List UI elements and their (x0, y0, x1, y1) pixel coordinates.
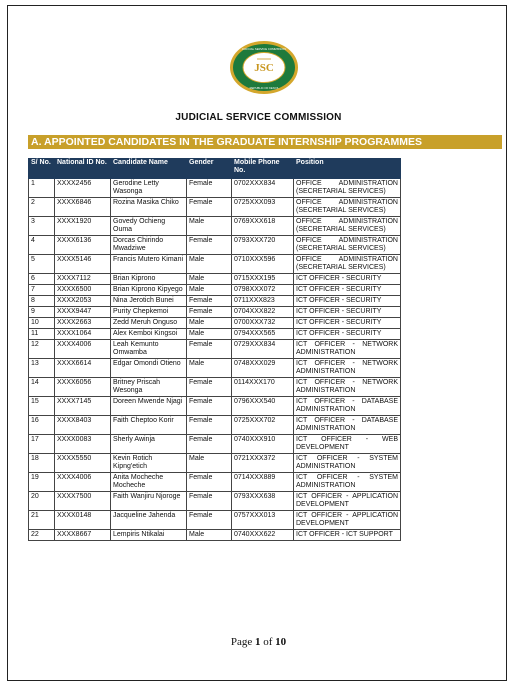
cell-serial: 10 (29, 318, 55, 329)
cell-position: ICT OFFICER - APPLICATION DEVELOPMENT (294, 511, 401, 530)
cell-candidate-name: Lempiris Ntikalai (111, 530, 187, 541)
cell-mobile-phone: 0757XXX013 (232, 511, 294, 530)
table-row (29, 255, 401, 274)
cell-serial: 14 (29, 378, 55, 397)
document-title: JUDICIAL SERVICE COMMISSION (175, 112, 342, 123)
cell-serial: 17 (29, 435, 55, 454)
cell-national-id: XXXX6846 (55, 198, 111, 217)
column-header-position: Position (294, 159, 401, 179)
cell-mobile-phone: 0794XXX565 (232, 329, 294, 340)
cell-serial: 1 (29, 179, 55, 198)
table-row (29, 492, 401, 511)
logo-monogram: JSC (254, 62, 274, 74)
cell-candidate-name: Faith Wanjiru Njoroge (111, 492, 187, 511)
cell-gender: Male (187, 318, 232, 329)
cell-position: ICT OFFICER - DATABASE ADMINISTRATION (294, 416, 401, 435)
cell-position: ICT OFFICER - SECURITY (294, 329, 401, 340)
cell-serial: 9 (29, 307, 55, 318)
cell-candidate-name: Zedd Meruh Onguso (111, 318, 187, 329)
cell-gender: Female (187, 492, 232, 511)
cell-serial: 8 (29, 296, 55, 307)
cell-candidate-name: Nina Jerotich Bunei (111, 296, 187, 307)
table-row (29, 378, 401, 397)
cell-gender: Male (187, 329, 232, 340)
column-header-mobile-phone: Mobile Phone No. (232, 159, 294, 179)
cell-gender: Female (187, 198, 232, 217)
cell-position: OFFICE ADMINISTRATION (SECRETARIAL SERVICES) (294, 179, 401, 198)
cell-gender: Female (187, 473, 232, 492)
cell-gender: Female (187, 179, 232, 198)
table-row (29, 359, 401, 378)
cell-national-id: XXXX6056 (55, 378, 111, 397)
cell-national-id: XXXX6500 (55, 285, 111, 296)
column-header-serial: S/ No. (29, 159, 55, 179)
table-row (29, 198, 401, 217)
cell-candidate-name: Anita Mocheche Mocheche (111, 473, 187, 492)
cell-mobile-phone: 0710XXX596 (232, 255, 294, 274)
column-header-national-id: National ID No. (55, 159, 111, 179)
cell-serial: 2 (29, 198, 55, 217)
cell-serial: 6 (29, 274, 55, 285)
of-label: of (263, 636, 273, 648)
candidates-table (28, 158, 401, 541)
cell-position: ICT OFFICER - ICT SUPPORT (294, 530, 401, 541)
cell-serial: 4 (29, 236, 55, 255)
cell-gender: Female (187, 307, 232, 318)
cell-position: ICT OFFICER - DATABASE ADMINISTRATION (294, 397, 401, 416)
column-header-gender: Gender (187, 159, 232, 179)
cell-gender: Female (187, 416, 232, 435)
cell-candidate-name: Francis Mutero Kimani (111, 255, 187, 274)
cell-gender: Male (187, 359, 232, 378)
cell-candidate-name: Sherly Awinja (111, 435, 187, 454)
cell-position: ICT OFFICER - SECURITY (294, 296, 401, 307)
table-row (29, 179, 401, 198)
cell-candidate-name: Jacqueline Jahenda (111, 511, 187, 530)
cell-national-id: XXXX7112 (55, 274, 111, 285)
cell-position: ICT OFFICER - SYSTEM ADMINISTRATION (294, 454, 401, 473)
cell-national-id: XXXX5550 (55, 454, 111, 473)
section-heading: A. APPOINTED CANDIDATES IN THE GRADUATE INTERNSHIP PROGRAMMES (28, 135, 502, 149)
cell-position: ICT OFFICER - NETWORK ADMINISTRATION (294, 378, 401, 397)
table-row (29, 217, 401, 236)
cell-serial: 13 (29, 359, 55, 378)
table-row (29, 307, 401, 318)
current-page-number: 1 (254, 636, 261, 648)
cell-mobile-phone: 0729XXX834 (232, 340, 294, 359)
cell-serial: 7 (29, 285, 55, 296)
cell-serial: 15 (29, 397, 55, 416)
cell-mobile-phone: 0725XXX093 (232, 198, 294, 217)
table-row (29, 318, 401, 329)
cell-position: ICT OFFICER - SYSTEM ADMINISTRATION (294, 473, 401, 492)
cell-candidate-name: Leah Kemunto Omwamba (111, 340, 187, 359)
cell-mobile-phone: 0798XXX072 (232, 285, 294, 296)
cell-mobile-phone: 0740XXX622 (232, 530, 294, 541)
cell-mobile-phone: 0793XXX720 (232, 236, 294, 255)
cell-serial: 20 (29, 492, 55, 511)
cell-national-id: XXXX1064 (55, 329, 111, 340)
cell-serial: 21 (29, 511, 55, 530)
cell-national-id: XXXX7500 (55, 492, 111, 511)
table-row (29, 511, 401, 530)
cell-candidate-name: Doreen Mwende Njagi (111, 397, 187, 416)
cell-candidate-name: Edgar Omondi Otieno (111, 359, 187, 378)
table-row (29, 340, 401, 359)
table-header-row (29, 159, 401, 179)
cell-national-id: XXXX7145 (55, 397, 111, 416)
cell-mobile-phone: 0715XXX195 (232, 274, 294, 285)
cell-mobile-phone: 0702XXX834 (232, 179, 294, 198)
table-row (29, 473, 401, 492)
cell-serial: 11 (29, 329, 55, 340)
cell-position: ICT OFFICER - WEB DEVELOPMENT (294, 435, 401, 454)
table-body (29, 179, 401, 541)
table-row (29, 329, 401, 340)
cell-gender: Female (187, 378, 232, 397)
cell-serial: 3 (29, 217, 55, 236)
cell-candidate-name: Gerodine Letty Wasonga (111, 179, 187, 198)
cell-position: OFFICE ADMINISTRATION (SECRETARIAL SERVICES) (294, 217, 401, 236)
cell-candidate-name: Faith Cheptoo Korir (111, 416, 187, 435)
table-row (29, 454, 401, 473)
cell-national-id: XXXX2456 (55, 179, 111, 198)
cell-gender: Male (187, 454, 232, 473)
cell-mobile-phone: 0793XXX638 (232, 492, 294, 511)
cell-position: ICT OFFICER - SECURITY (294, 274, 401, 285)
cell-candidate-name: Britney Priscah Wesonga (111, 378, 187, 397)
cell-candidate-name: Dorcas Chirindo Mwadziwe (111, 236, 187, 255)
cell-national-id: XXXX1920 (55, 217, 111, 236)
cell-gender: Male (187, 217, 232, 236)
cell-national-id: XXXX5146 (55, 255, 111, 274)
column-header-candidate-name: Candidate Name (111, 159, 187, 179)
cell-mobile-phone: 0700XXX732 (232, 318, 294, 329)
table-row (29, 285, 401, 296)
cell-gender: Female (187, 296, 232, 307)
cell-national-id: XXXX8403 (55, 416, 111, 435)
cell-national-id: XXXX9447 (55, 307, 111, 318)
table-row (29, 236, 401, 255)
cell-mobile-phone: 0748XXX029 (232, 359, 294, 378)
total-pages-number: 10 (275, 636, 287, 648)
cell-gender: Female (187, 236, 232, 255)
cell-serial: 18 (29, 454, 55, 473)
cell-national-id: XXXX0083 (55, 435, 111, 454)
cell-position: ICT OFFICER - NETWORK ADMINISTRATION (294, 359, 401, 378)
cell-gender: Female (187, 435, 232, 454)
cell-serial: 19 (29, 473, 55, 492)
cell-position: OFFICE ADMINISTRATION (SECRETARIAL SERVICES) (294, 198, 401, 217)
table-row (29, 530, 401, 541)
logo-text-bottom: REPUBLIC OF KENYA (249, 86, 279, 90)
cell-position: OFFICE ADMINISTRATION (SECRETARIAL SERVICES) (294, 236, 401, 255)
cell-mobile-phone: 0704XXX822 (232, 307, 294, 318)
cell-national-id: XXXX6136 (55, 236, 111, 255)
cell-position: OFFICE ADMINISTRATION (SECRETARIAL SERVICES) (294, 255, 401, 274)
table-row (29, 435, 401, 454)
cell-position: ICT OFFICER - NETWORK ADMINISTRATION (294, 340, 401, 359)
cell-mobile-phone: 0796XXX540 (232, 397, 294, 416)
cell-mobile-phone: 0769XXX618 (232, 217, 294, 236)
cell-mobile-phone: 0714XXX889 (232, 473, 294, 492)
cell-candidate-name: Alex Kemboi Kingsoi (111, 329, 187, 340)
jsc-logo (229, 40, 299, 95)
cell-national-id: XXXX6614 (55, 359, 111, 378)
cell-candidate-name: Brian Kiprono (111, 274, 187, 285)
table-row (29, 397, 401, 416)
cell-mobile-phone: 0711XXX823 (232, 296, 294, 307)
cell-mobile-phone: 0725XXX702 (232, 416, 294, 435)
page-label: Page (230, 636, 253, 648)
cell-national-id: XXXX4006 (55, 473, 111, 492)
cell-candidate-name: Brian Kiprono Kipyego (111, 285, 187, 296)
cell-mobile-phone: 0114XXX170 (232, 378, 294, 397)
table-row (29, 416, 401, 435)
cell-national-id: XXXX2053 (55, 296, 111, 307)
cell-national-id: XXXX2663 (55, 318, 111, 329)
cell-mobile-phone: 0740XXX910 (232, 435, 294, 454)
cell-candidate-name: Rozina Masika Chiko (111, 198, 187, 217)
cell-gender: Female (187, 340, 232, 359)
table-row (29, 296, 401, 307)
cell-gender: Female (187, 397, 232, 416)
cell-position: ICT OFFICER - SECURITY (294, 285, 401, 296)
cell-candidate-name: Purity Chepkemoi (111, 307, 187, 318)
cell-position: ICT OFFICER - SECURITY (294, 318, 401, 329)
page-footer (0, 636, 517, 648)
cell-position: ICT OFFICER - SECURITY (294, 307, 401, 318)
cell-position: ICT OFFICER - APPLICATION DEVELOPMENT (294, 492, 401, 511)
cell-candidate-name: Kevin Rotich Kipng'etich (111, 454, 187, 473)
cell-gender: Male (187, 285, 232, 296)
cell-gender: Male (187, 255, 232, 274)
cell-national-id: XXXX4006 (55, 340, 111, 359)
cell-national-id: XXXX0148 (55, 511, 111, 530)
cell-candidate-name: Govedy Ochieng Ouma (111, 217, 187, 236)
cell-mobile-phone: 0721XXX372 (232, 454, 294, 473)
cell-serial: 22 (29, 530, 55, 541)
cell-gender: Male (187, 274, 232, 285)
table-row (29, 274, 401, 285)
logo-text-top: JUDICIAL SERVICE COMMISSION (241, 47, 287, 51)
cell-serial: 12 (29, 340, 55, 359)
cell-serial: 16 (29, 416, 55, 435)
cell-gender: Male (187, 530, 232, 541)
cell-national-id: XXXX8667 (55, 530, 111, 541)
cell-serial: 5 (29, 255, 55, 274)
cell-gender: Female (187, 511, 232, 530)
